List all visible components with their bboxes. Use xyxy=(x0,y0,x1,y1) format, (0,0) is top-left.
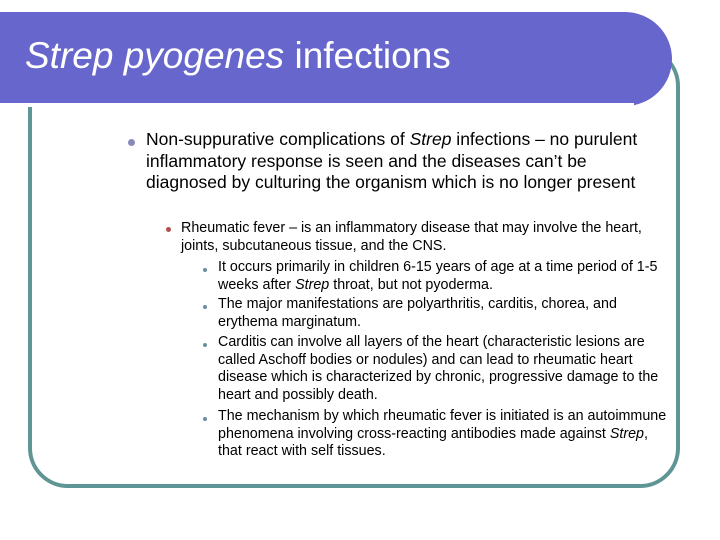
title-rest: infections xyxy=(284,35,451,76)
slide-title xyxy=(25,34,451,78)
level3-bullet-icon xyxy=(203,417,207,421)
title-italic: Strep pyogenes xyxy=(25,35,285,76)
level3-bullet-icon xyxy=(203,305,207,309)
bullet-level2: Rheumatic fever – is an inflammatory disease that may involve the heart, joints, subcutaneous tissue, and the CNS. xyxy=(181,220,642,254)
level2-bullet-icon xyxy=(166,227,171,232)
bullet1-pre: Non-suppurative complications of xyxy=(146,129,410,149)
bullet1-italic: Strep xyxy=(409,129,452,149)
sub-bullet-3: Carditis can involve all layers of the heart (characteristic lesions are called Aschoff bodies or nodules) and can lead to rheumatic heart disease which is characterized by chronic, progressive damage to the heart and possibly death. xyxy=(218,334,659,403)
sub-bullet-1 xyxy=(218,259,673,294)
sub4-italic: Strep xyxy=(609,425,644,442)
sub4-post: , that react with self tissues. xyxy=(218,425,648,459)
bullet-level1 xyxy=(146,129,666,194)
banner-underline xyxy=(0,103,634,107)
sub1-italic: Strep xyxy=(295,276,330,293)
sub1-post: throat, but not pyoderma. xyxy=(329,276,493,293)
level1-bullet-icon xyxy=(128,139,135,146)
sub-bullet-2: The major manifestations are polyarthritis, carditis, chorea, and erythema marginatum. xyxy=(218,296,617,330)
level3-bullet-icon xyxy=(203,268,207,272)
sub1-pre: It occurs primarily in children 6-15 years of age at a time period of 1-5 weeks after xyxy=(218,259,658,293)
bullet1-post: infections – no purulent inflammatory response is seen and the diseases can’t be diagnosed by culturing the organism which is no longer present xyxy=(146,129,638,192)
sub4-pre: The mechanism by which rheumatic fever is initiated is an autoimmune phenomena involving cross-reacting antibodies made against xyxy=(218,408,667,442)
sub-bullet-4 xyxy=(218,408,673,461)
level3-bullet-icon xyxy=(203,343,207,347)
